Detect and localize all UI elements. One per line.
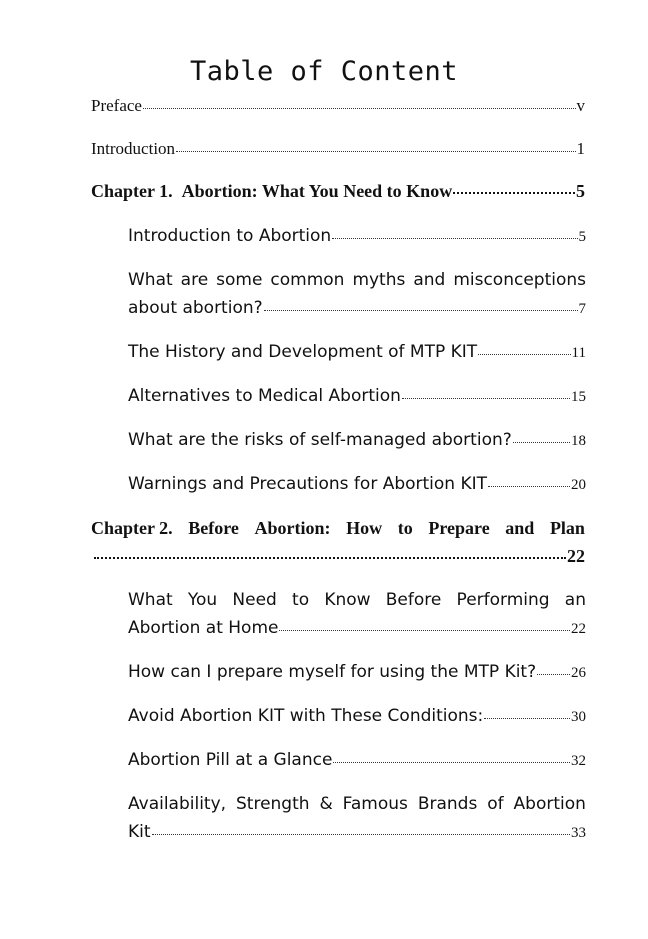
word: and xyxy=(413,270,446,290)
word: an xyxy=(564,590,586,610)
word: You xyxy=(187,590,218,610)
toc-label: Kit xyxy=(128,822,151,842)
word: Performing xyxy=(456,590,550,610)
toc-entry-preface[interactable] xyxy=(91,96,585,116)
dot-leader xyxy=(279,629,570,631)
dot-leader xyxy=(264,309,578,311)
word: are xyxy=(180,270,209,290)
toc-entry-availability-brands[interactable] xyxy=(128,790,586,847)
dot-leader xyxy=(94,556,566,559)
toc-page-number: 5 xyxy=(576,181,585,201)
chapter-number: Chapter 2. xyxy=(91,518,173,538)
toc-label: Abortion: What You Need to Know xyxy=(181,181,453,201)
word: misconceptions xyxy=(453,270,586,290)
toc-page-number: 20 xyxy=(571,477,586,493)
toc-page-number: 26 xyxy=(571,665,586,681)
word: Know xyxy=(324,590,371,610)
toc-page-number: 22 xyxy=(571,621,586,637)
word: of xyxy=(487,794,504,814)
toc-label: Warnings and Precautions for Abortion KIT xyxy=(128,474,488,494)
word: to xyxy=(292,590,310,610)
dot-leader xyxy=(453,191,575,194)
word: Abortion: xyxy=(254,518,331,538)
word: to xyxy=(397,518,413,538)
word: myths xyxy=(352,270,406,290)
toc-label: Avoid Abortion KIT with These Conditions: xyxy=(128,706,484,726)
word: Famous xyxy=(342,794,408,814)
word: Prepare xyxy=(428,518,490,538)
chapter-number: Chapter 1. xyxy=(91,181,173,201)
dot-leader xyxy=(332,237,577,239)
word: How xyxy=(346,518,383,538)
toc-label-line-2 xyxy=(128,294,586,323)
word: Abortion xyxy=(513,794,586,814)
toc-label: about abortion? xyxy=(128,298,263,318)
toc-label-line-2 xyxy=(91,542,585,570)
word: Brands xyxy=(417,794,478,814)
dot-leader xyxy=(484,717,570,719)
toc-entry-avoid-conditions[interactable] xyxy=(128,706,586,726)
toc-label: Abortion at Home xyxy=(128,618,279,638)
toc-label: The History and Development of MTP KIT xyxy=(128,342,478,362)
word: What xyxy=(128,270,173,290)
word: Before xyxy=(385,590,442,610)
toc-entry-myths-misconceptions[interactable] xyxy=(128,266,586,323)
dot-leader xyxy=(537,673,570,675)
dot-leader xyxy=(333,761,570,763)
dot-leader xyxy=(143,107,576,109)
word: common xyxy=(270,270,345,290)
toc-label: Alternatives to Medical Abortion xyxy=(128,386,401,406)
word: & xyxy=(319,794,333,814)
toc-entry-chapter-2[interactable] xyxy=(91,514,585,570)
toc-label: Preface xyxy=(91,96,142,115)
toc-page-number: 11 xyxy=(571,345,586,361)
word: Before xyxy=(188,518,239,538)
toc-label-line-2 xyxy=(128,818,586,847)
toc-entry-alternatives[interactable] xyxy=(128,386,586,406)
word: Strength xyxy=(236,794,310,814)
word: Availability, xyxy=(128,794,227,814)
toc-page-number: v xyxy=(576,96,585,115)
toc-entry-history-mtp-kit[interactable] xyxy=(128,342,586,362)
toc-entry-prepare-mtp-kit[interactable] xyxy=(128,662,586,682)
toc-entry-know-before-performing[interactable] xyxy=(128,586,586,643)
toc-label-line-1 xyxy=(128,586,586,614)
toc-label-line-1 xyxy=(128,266,586,294)
toc-page-number: 18 xyxy=(571,433,586,449)
toc-page-number: 1 xyxy=(576,139,585,158)
word: and xyxy=(505,518,535,538)
page-title: Table of Content xyxy=(189,56,459,87)
word: Need xyxy=(232,590,277,610)
dot-leader xyxy=(176,150,575,152)
toc-label-line-1 xyxy=(91,514,585,542)
word: some xyxy=(216,270,263,290)
toc-label: What are the risks of self-managed abortion? xyxy=(128,430,512,450)
toc-label-line-2 xyxy=(128,614,586,643)
toc-page-number: 7 xyxy=(578,301,586,317)
dot-leader xyxy=(152,833,570,835)
dot-leader xyxy=(513,441,570,443)
toc-page-number: 33 xyxy=(571,825,586,841)
toc-label: Introduction to Abortion xyxy=(128,226,332,246)
word: Plan xyxy=(549,518,585,538)
toc-entry-chapter-1[interactable] xyxy=(91,181,585,202)
toc-page-number: 22 xyxy=(567,546,585,566)
toc-entry-risks[interactable] xyxy=(128,430,586,450)
toc-entry-introduction-to-abortion[interactable] xyxy=(128,226,586,246)
dot-leader xyxy=(402,397,570,399)
toc-label: How can I prepare myself for using the MTP Kit? xyxy=(128,662,537,682)
word: What xyxy=(128,590,173,610)
toc-entry-warnings[interactable] xyxy=(128,474,586,494)
toc-label: Abortion Pill at a Glance xyxy=(128,750,333,770)
dot-leader xyxy=(488,485,570,487)
toc-page-number: 32 xyxy=(571,753,586,769)
toc-page-number: 15 xyxy=(571,389,586,405)
toc-page-number: 30 xyxy=(571,709,586,725)
toc-label-line-1 xyxy=(128,790,586,818)
dot-leader xyxy=(478,353,570,355)
toc-page-number: 5 xyxy=(578,229,586,245)
toc-entry-pill-at-a-glance[interactable] xyxy=(128,750,586,770)
toc-entry-introduction[interactable] xyxy=(91,139,585,159)
toc-label: Introduction xyxy=(91,139,176,158)
